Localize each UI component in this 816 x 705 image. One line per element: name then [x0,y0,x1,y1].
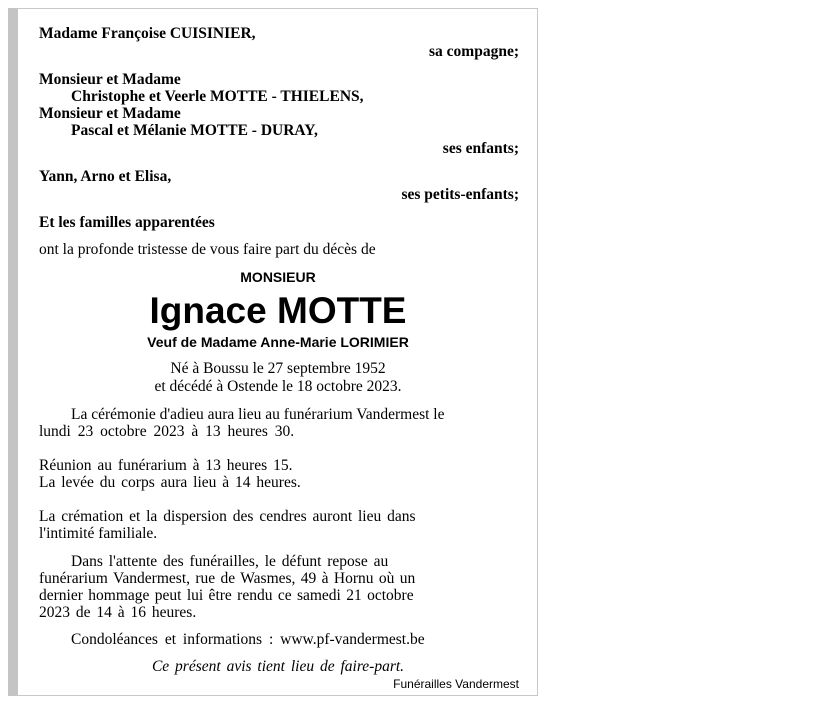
children-role: ses enfants; [442,140,519,157]
children-line-3: Monsieur et Madame [39,105,181,122]
companion-name: Madame Françoise CUISINIER, [39,25,256,42]
notice-line: Ce présent avis tient lieu de faire-part. [151,658,405,675]
grandchildren-names: Yann, Arno et Elisa, [39,168,172,185]
cremation-line-1: La crémation et la dispersion des cendres auront lieu dans [39,508,416,525]
visitation-line-1: Dans l'attente des funérailles, le défunt repose au [71,553,389,570]
related-families: Et les familles apparentées [39,214,215,231]
death-line: et décédé à Ostende le 18 octobre 2023. [154,378,402,395]
condolences-info: Condoléances et informations : www.pf-vandermest.be [71,631,425,648]
deceased-spouse: Veuf de Madame Anne-Marie LORIMIER [147,334,409,350]
children-line-2: Christophe et Veerle MOTTE - THIELENS, [71,88,364,105]
children-line-1: Monsieur et Madame [39,71,181,88]
cremation-line-2: l'intimité familiale. [39,525,158,542]
visitation-line-2: funérarium Vandermest, rue de Wasmes, 49 à Hornu où un [39,570,416,587]
birth-line: Né à Boussu le 27 septembre 1952 [170,360,386,377]
deceased-name: Ignace MOTTE [149,290,407,331]
announcement: ont la profonde tristesse de vous faire part du décès de [39,241,376,258]
ceremony-line-1: La cérémonie d'adieu aura lieu au funérarium Vandermest le [71,406,445,423]
ceremony-line-2: lundi 23 octobre 2023 à 13 heures 30. [39,423,295,440]
deceased-title: MONSIEUR [240,269,316,285]
visitation-line-4: 2023 de 14 à 16 heures. [39,604,197,621]
funeral-home-signature: Funérailles Vandermest [393,677,519,691]
grandchildren-role: ses petits-enfants; [401,186,519,203]
companion-role: sa compagne; [429,43,519,60]
visitation-line-3: dernier hommage peut lui être rendu ce samedi 21 octobre [39,587,414,604]
children-line-4: Pascal et Mélanie MOTTE - DURAY, [71,122,318,139]
meeting-line-1: Réunion au funérarium à 13 heures 15. [39,457,293,474]
meeting-line-2: La levée du corps aura lieu à 14 heures. [39,474,301,491]
